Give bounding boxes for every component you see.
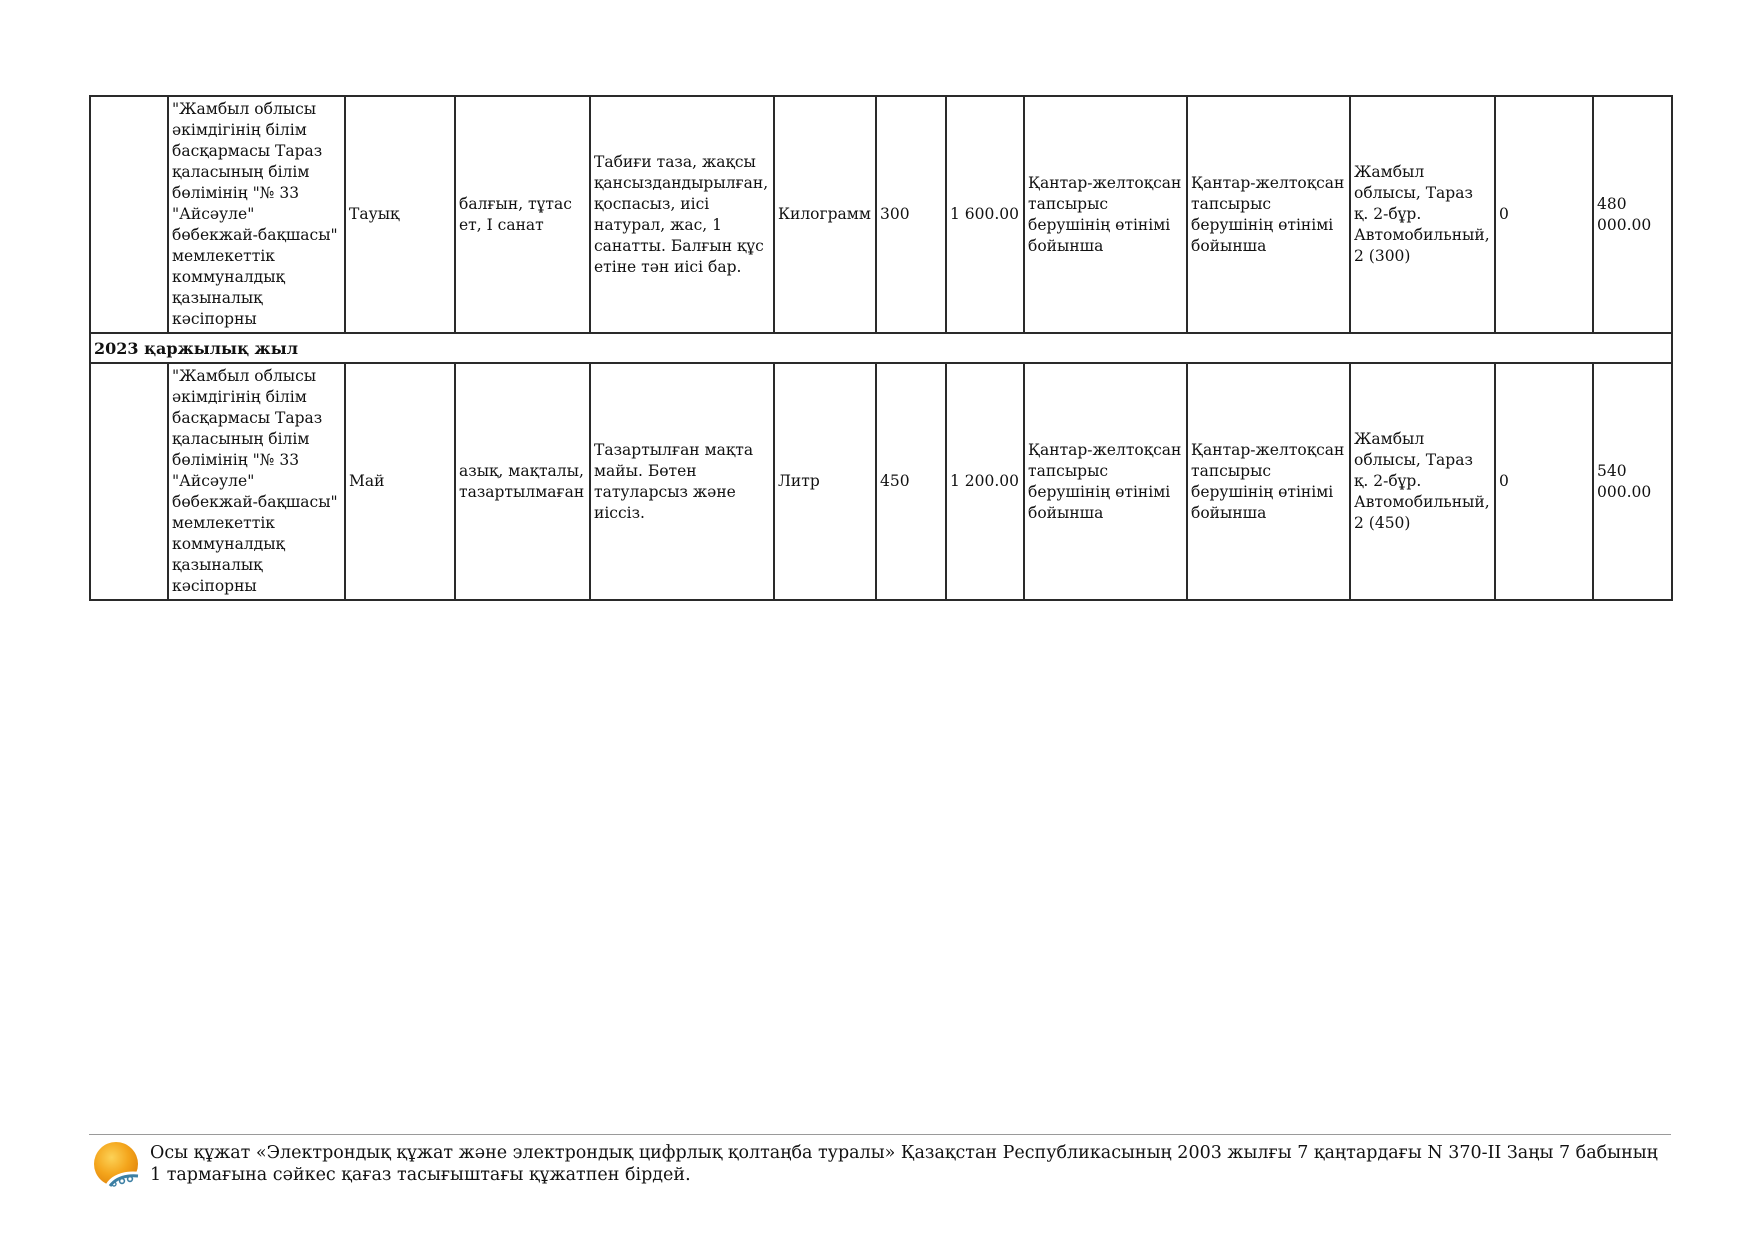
cell-item-name: Тауық: [345, 96, 455, 333]
cell-item-name: Май: [345, 363, 455, 600]
cell-delivery-place: Жамбыл облысы, Тараз қ. 2-бұр. Автомобильный, 2 (450): [1350, 363, 1495, 600]
cell-unit: Килограмм: [774, 96, 876, 333]
table-row: [90, 96, 1672, 333]
year-separator-row: [90, 333, 1672, 363]
cell-delivery-period: Қантар-желтоқсан тапсырыс берушінің өтінімі бойынша: [1024, 96, 1187, 333]
cell-price: 1 600.00: [946, 96, 1024, 333]
cell-short-spec: балғын, тұтас ет, I санат: [455, 96, 590, 333]
cell-full-spec: Тазартылған мақта майы. Бөтен татуларсыз және иіссіз.: [590, 363, 774, 600]
table-row: [90, 363, 1672, 600]
cell-quantity: 450: [876, 363, 946, 600]
cell-total: 540 000.00: [1593, 363, 1672, 600]
cell-delivery-place: Жамбыл облысы, Тараз қ. 2-бұр. Автомобильный, 2 (300): [1350, 96, 1495, 333]
cell-payment-period: Қантар-желтоқсан тапсырыс берушінің өтінімі бойынша: [1187, 96, 1350, 333]
cell-full-spec: Табиғи таза, жақсы қансыздандырылған, қоспасыз, иісі натурал, жас, 1 санатты. Балғын құс етіне тән иісі бар.: [590, 96, 774, 333]
cell-total: 480 000.00: [1593, 96, 1672, 333]
cell-delivery-period: Қантар-желтоқсан тапсырыс берушінің өтінімі бойынша: [1024, 363, 1187, 600]
year-label: 2023 қаржылық жыл: [90, 333, 1672, 363]
procurement-plan-table: [89, 95, 1673, 601]
cell-customer: "Жамбыл облысы әкімдігінің білім басқармасы Тараз қаласының білім бөлімінің "№ 33 "Айсәуле" бөбекжай-бақшасы" мемлекеттік коммуналдық қазыналық кәсіпорны: [168, 363, 345, 600]
cell-short-spec: азық, мақталы, тазартылмаған: [455, 363, 590, 600]
cell-payment-period: Қантар-желтоқсан тапсырыс берушінің өтінімі бойынша: [1187, 363, 1350, 600]
cell-advance: 0: [1495, 96, 1593, 333]
egov-sun-logo-icon: [92, 1140, 142, 1190]
cell-advance: 0: [1495, 363, 1593, 600]
footer-legal-notice: Осы құжат «Электрондық құжат және электрондық цифрлық қолтаңба туралы» Қазақстан Республикасының 2003 жылғы 7 қаңтардағы N 370-II Заңы 7 бабының 1 тармағына сәйкес қағаз тасығыштағы құжатпен бірдей.: [150, 1143, 1658, 1185]
cell-number: [90, 96, 168, 333]
cell-price: 1 200.00: [946, 363, 1024, 600]
footer-divider: [89, 1134, 1671, 1135]
cell-customer: "Жамбыл облысы әкімдігінің білім басқармасы Тараз қаласының білім бөлімінің "№ 33 "Айсәуле" бөбекжай-бақшасы" мемлекеттік коммуналдық қазыналық кәсіпорны: [168, 96, 345, 333]
cell-unit: Литр: [774, 363, 876, 600]
cell-quantity: 300: [876, 96, 946, 333]
cell-number: [90, 363, 168, 600]
